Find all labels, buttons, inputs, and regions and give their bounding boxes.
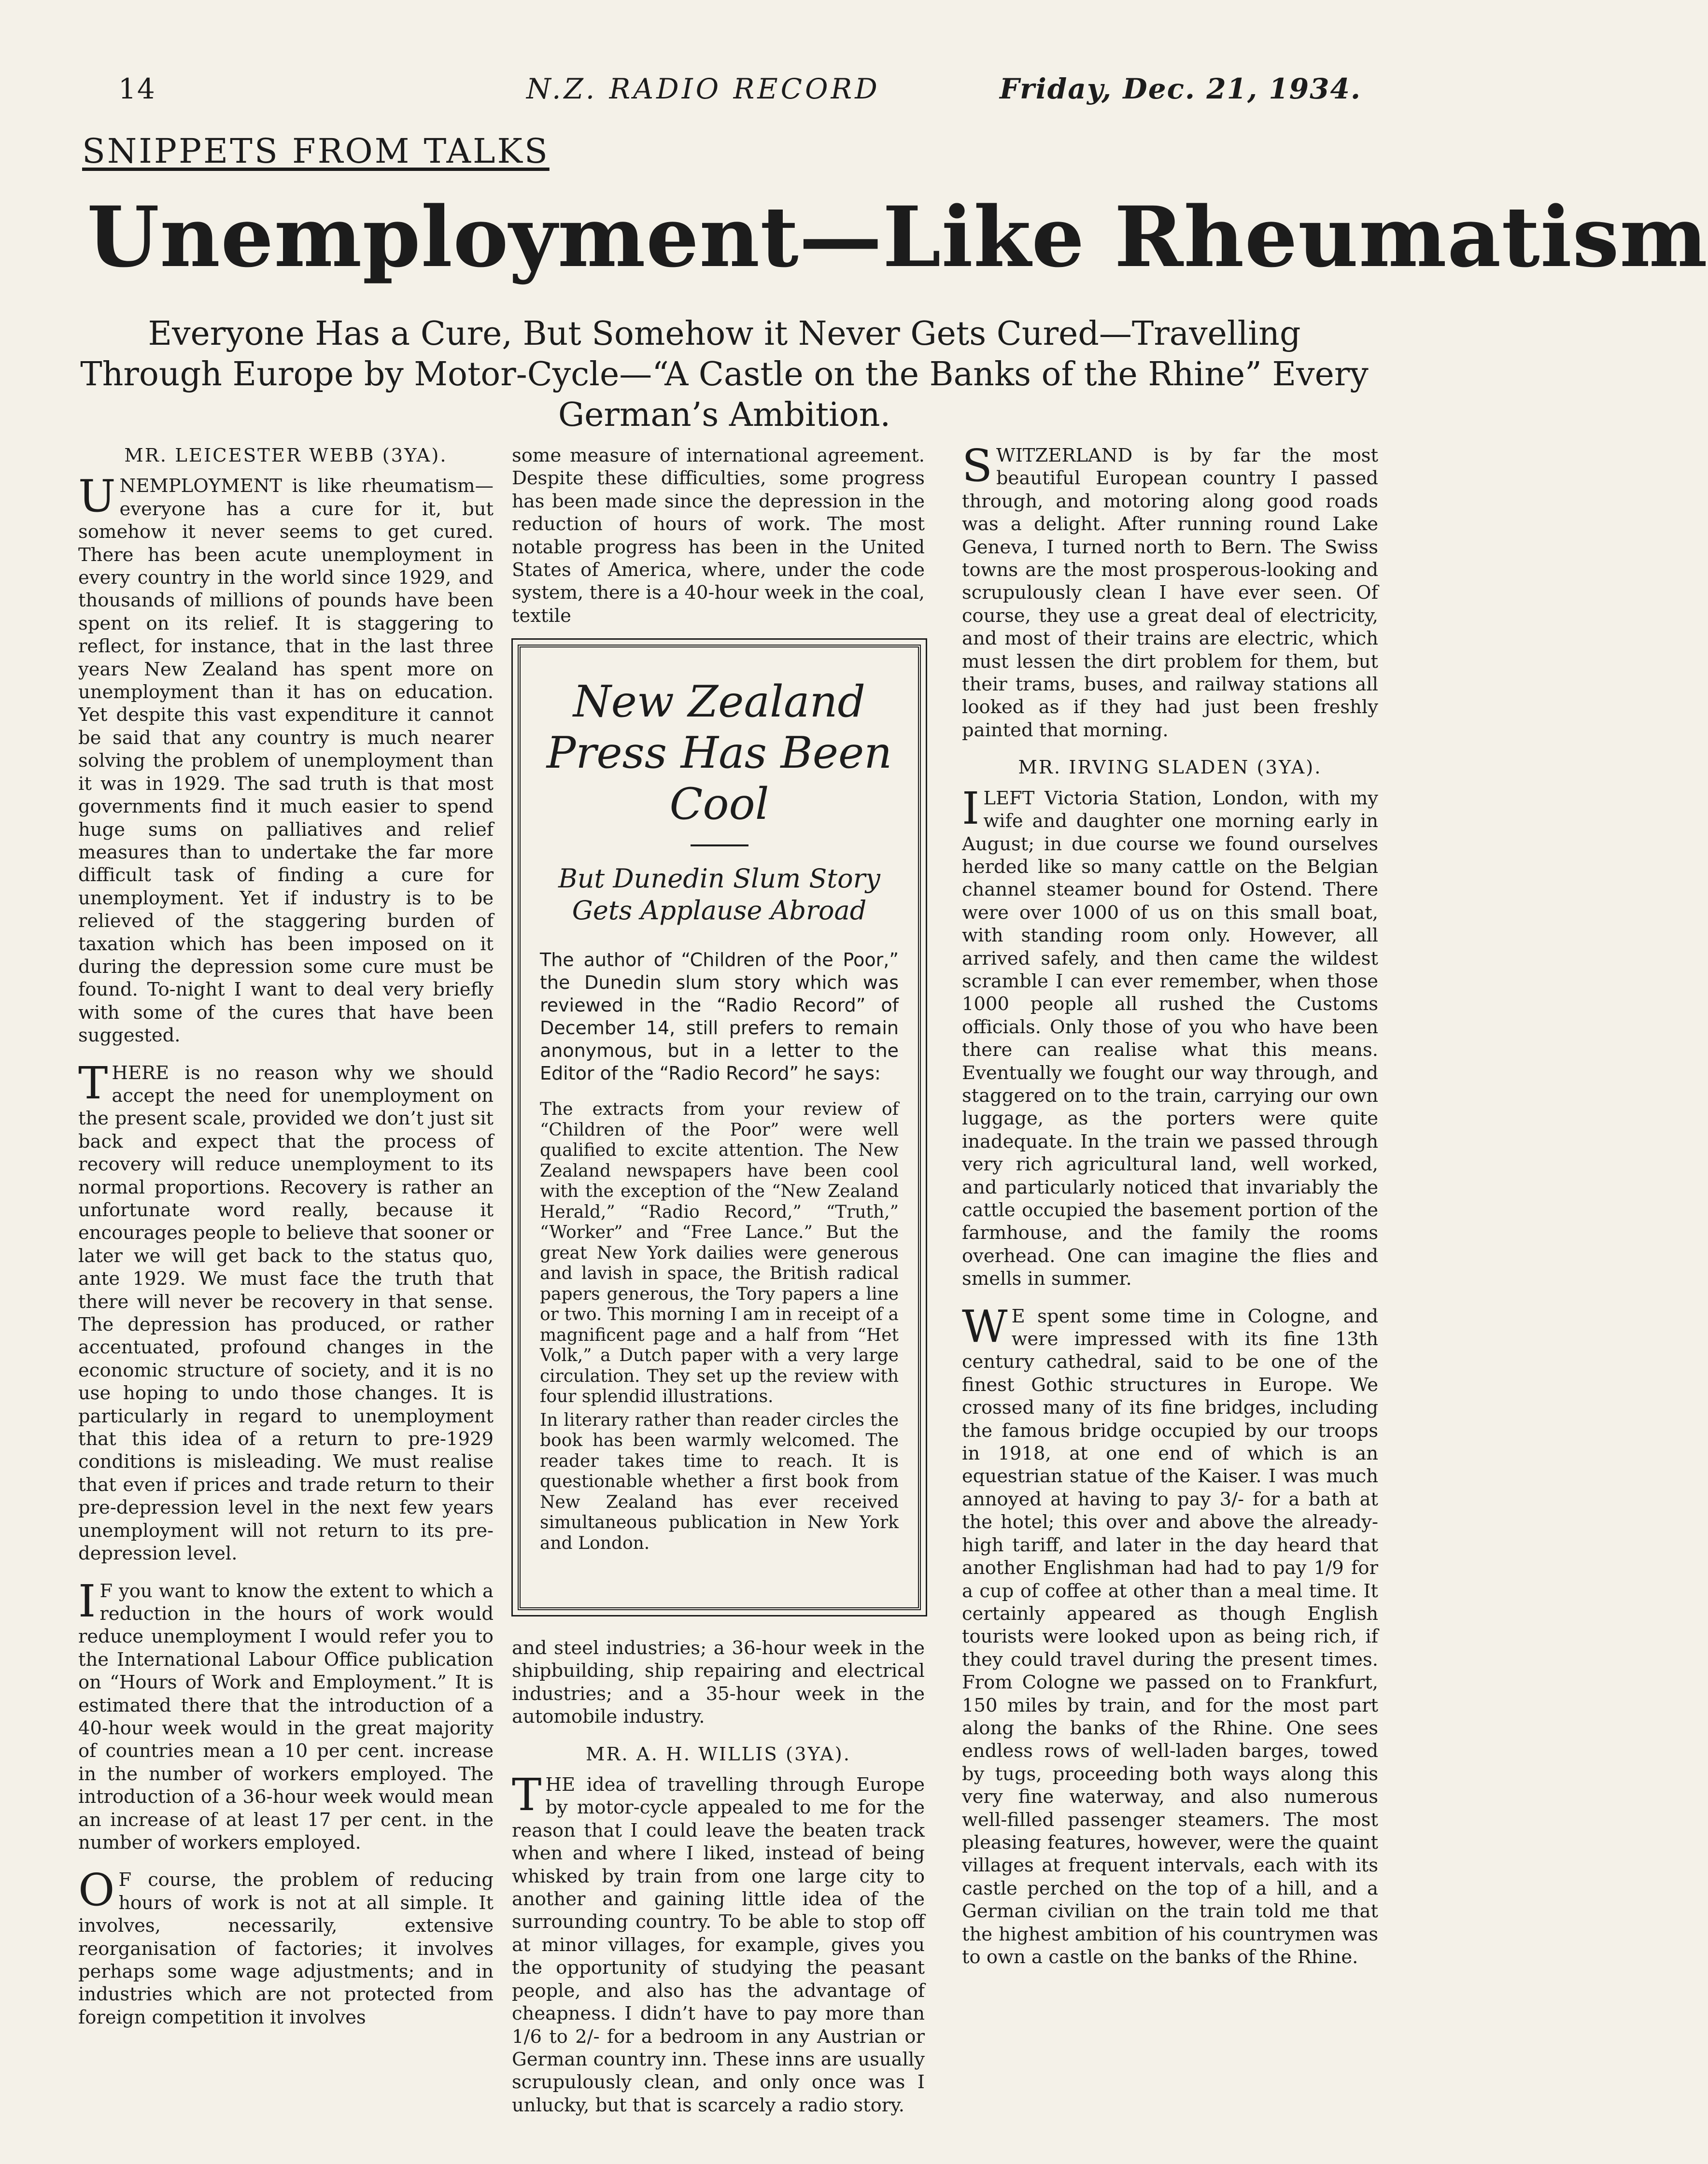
paragraph-text: LEFT Victoria Station, London, with my wife and daughter one morning early in August; in due course we found ourselves herded like so many cattle on the Belgian channel steamer bound for Ostend. There were over 1000 of us on this small boat, with standing room only. However, all arrived safely, and then came the wildest scramble I can ever remember, when those 1000 people all rushed the Customs officials. Only those of you who have been there can realise what this means. Eventually we fought our way through, and staggered on to the train, carrying our own luggage, as the porters were quite inadequate. In the train we passed through very rich agricultural land, well worked, and particularly noticed that invariably the cattle occupied the basement portion of the farmhouse, and the family the rooms overhead. One can imagine the flies and smells in summer. (962, 787, 1378, 1290)
paragraph: and steel industries; a 36-hour week in the shipbuilding, ship repairing and electrical industries; and a 35-hour week in the automobile industry. (512, 1637, 925, 1728)
page-number: 14 (118, 72, 156, 105)
sidebar-story-box (518, 645, 921, 1610)
paragraph: some measure of international agreement. Despite these difficulties, some progress has been made since the depression in the reduction of hours of work. The most notable progress has been in the United States of America, where, under the code system, there is a 40-hour week in the coal, textile (512, 445, 925, 627)
byline-irving-sladen: MR. IRVING SLADEN (3YA). (1018, 757, 1322, 779)
paragraph (512, 1769, 925, 2117)
box-title: New Zealand Press Has Been Cool (546, 676, 892, 829)
paragraph (962, 1300, 1378, 1969)
byline-willis: MR. A. H. WILLIS (3YA). (586, 1743, 851, 1765)
paragraph-text: HE idea of travelling through Europe by motor-cycle appealed to me for the reason that I could leave the beaten track when and where I liked, instead of being whisked by train from one large city to another and gaining little idea of the surrounding country. To be able to stop off at minor villages, for example, gives you the opportunity of studying the peasant people, and also has the advantage of cheapness. I didn’t have to pay more than 1/6 to 2/- for a bedroom in any Austrian or German country inn. These inns are usually scrupulously clean, and only once was I unlucky, but that is scarcely a radio story. (512, 1774, 925, 2116)
paragraph (78, 1057, 494, 1565)
box-divider (691, 844, 748, 846)
paragraph-text: HERE is no reason why we should accept the need for unemployment on the present scale, provided we don’t just sit back and expect that the process of recovery will reduce unemployment to its normal proportions. Recovery is rather an unfortunate word really, because it encourages people to believe that sooner or later we will get back to the status quo, ante 1929. We must face the truth that there will never be recovery in that sense. The depression has produced, or rather accentuated, profound changes in the economic structure of society, and it is no use hoping to undo those changes. It is particularly in regard to unemployment that this idea of a return to pre-1929 conditions is misleading. We must realise that even if prices and trade return to their pre-depression level in the next few years unemployment will not return to its pre-depression level. (78, 1062, 494, 1565)
box-paragraph: The extracts from your review of “Children of the Poor” were well qualified to excite attention. The New Zealand newspapers have been cool with the exception of the “New Zealand Herald,” “Radio Record,” “Truth,” “Worker” and “Free Lance.” But the great New York dailies were generous and lavish in space, the British radical papers generous, the Tory papers a line or two. This morning I am in receipt of a magnificent page and a half from “Het Volk,” a Dutch paper with a very large circulation. They set up the review with four splendid illustrations. (540, 1099, 899, 1406)
paragraph-text: E spent some time in Cologne, and were impressed with its fine 13th century cathedral, said to be one of the finest Gothic structures in Europe. We crossed many of its fine bridges, including the famous bridge occupied by our troops in 1918, at one end of which is an equestrian statue of the Kaiser. I was much annoyed at having to pay 3/- for a bath at the hotel; this over and above the already-high tariff, and later in the day heard that another Englishman had had to pay 1/9 for a cup of coffee at other than a meal time. It certainly appeared as though English tourists were looked upon as being rich, if they could travel during the present times. From Cologne we passed on to Frankfurt, 150 miles by train, and for the most part along the banks of the Rhine. One sees endless rows of well-laden barges, towed by tugs, proceeding both ways along this very fine waterway, and also numerous well-filled passenger steamers. The most pleasing features, however, were the quaint villages at frequent intervals, each with its castle perched on the top of a hill, and a German civilian on the train told me that the highest ambition of his countrymen was to own a castle on the banks of the Rhine. (962, 1305, 1378, 1968)
paragraph (962, 782, 1378, 1291)
section-kicker: SNIPPETS FROM TALKS (82, 131, 550, 171)
issue-date: Friday, Dec. 21, 1934. (1000, 72, 1362, 105)
drop-cap: U (78, 470, 116, 522)
column-1 (78, 444, 494, 2120)
box-subtitle: But Dunedin Slum Story Gets Applause Abroad (558, 863, 880, 926)
paragraph-text: NEMPLOYMENT is like rheumatism—everyone has a cure for it, but somehow it never seems to get cured. There has been acute unemployment in every country in the world since 1929, and thousands of millions of pounds have been spent on its relief. It is staggering to reflect, for instance, that in the last three years New Zealand has spent more on unemployment than it has on education. Yet despite this vast expenditure it cannot be said that any country is much nearer solving the problem of unemployment than it was in 1929. The sad truth is that most governments find it much easier to spend huge sums on palliatives and relief measures than to undertake the far more difficult task of finding a cure for unemployment. Yet if industry is to be relieved of the staggering burden of taxation which has been imposed on it during the depression some cure must be found. To-night I want to deal very briefly with some of the cures that have been suggested. (78, 475, 494, 1047)
drop-cap: S (962, 440, 993, 492)
paragraph (962, 440, 1378, 742)
paragraph-text: F course, the problem of reducing hours of work is not at all simple. It involves, necessarily, extensive reorganisation of factories; it involves perhaps some wage adjustments; and in industries which are not protected from foreign competition it involves (78, 1869, 494, 2028)
drop-cap: I (962, 782, 980, 834)
drop-cap: I (78, 1575, 96, 1627)
publication-name: N.Z. RADIO RECORD (526, 72, 880, 105)
column-2-bottom (512, 1637, 925, 2120)
column-2-top (512, 444, 925, 642)
drop-cap: T (512, 1769, 542, 1821)
drop-cap: T (78, 1057, 108, 1109)
paragraph (78, 470, 494, 1047)
drop-cap: O (78, 1864, 115, 1916)
paragraph (78, 1864, 494, 2029)
box-paragraph: In literary rather than reader circles the book has been warmly welcomed. The reader takes time to reach. It is questionable whether a first book from New Zealand has ever received simultaneous publication in New York and London. (540, 1410, 899, 1553)
drop-cap: W (962, 1300, 1008, 1352)
box-intro: The author of “Children of the Poor,” the Dunedin slum story which was reviewed in the “Radio Record” of December 14, still prefers to remain anonymous, but in a letter to the Editor of the “Radio Record” he says: (540, 949, 899, 1084)
headline: Unemployment—Like Rheumatism (87, 188, 1708, 286)
subheadline: Everyone Has a Cure, But Somehow it Never Gets Cured—Travelling Through Europe by Motor-Cycle—“A Castle on the Banks of the Rhine” Every German’s Ambition. (80, 315, 1369, 434)
column-3 (962, 440, 1378, 2120)
paragraph-text: WITZERLAND is by far the most beautiful European country I passed through, and motoring along good roads was a delight. After running round Lake Geneva, I turned north to Bern. The Swiss towns are the most prosperous-looking and scrupulously clean I have ever seen. Of course, they use a great deal of electricity, and most of their trains are electric, which must lessen the dirt problem for them, but their trams, buses, and railway stations all looked as if they had just been freshly painted that morning. (962, 445, 1378, 741)
byline-leicester-webb: MR. LEICESTER WEBB (3YA). (124, 445, 448, 466)
paragraph (78, 1575, 494, 1855)
paragraph-text: F you want to know the extent to which a reduction in the hours of work would reduce unemployment I would refer you to the International Labour Office publication on “Hours of Work and Employment.” It is estimated there that the introduction of a 40-hour week would in the great majority of countries mean a 10 per cent. increase in the number of workers employed. The introduction of a 36-hour week would mean an increase of at least 17 per cent. in the number of workers employed. (78, 1580, 494, 1854)
